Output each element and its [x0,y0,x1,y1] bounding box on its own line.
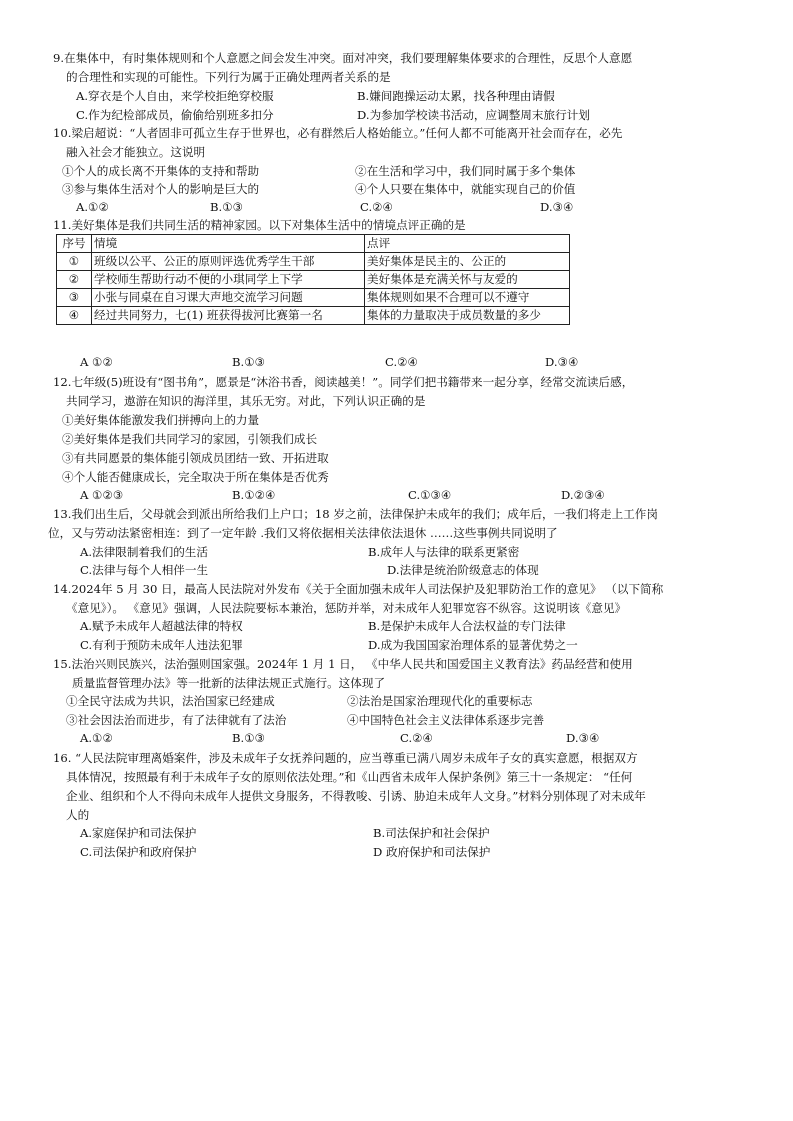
table-cell-number: ② [57,271,92,289]
q10-statement-1: ①个人的成长离不开集体的支持和帮助 [62,164,260,178]
table-cell-situation: 学校师生帮助行动不便的小琪同学上下学 [92,271,365,289]
table-cell-comment: 美好集体是民主的、公正的 [365,253,570,271]
table-header-situation: 情境 [92,235,365,253]
q10-option-b: B.①③ [210,200,243,214]
q16-option-a: A.家庭保护和司法保护 [80,826,197,840]
q14-option-c: C.有利于预防未成年人违法犯罪 [80,638,243,652]
q16-option-c: C.司法保护和政府保护 [80,845,197,859]
q10-option-d: D.③④ [540,200,574,214]
q11-stem: 11.美好集体是我们共同生活的精神家园。以下对集体生活中的情境点评正确的是 [53,218,466,232]
q15-statement-2: ②法治是国家治理现代化的重要标志 [347,694,533,708]
table-cell-number: ③ [57,289,92,307]
q10-option-a: A.①② [76,200,109,214]
q13-option-c: C.法律与每个人相伴一生 [80,563,209,577]
q10-stem-line2: 融入社会才能独立。这说明 [66,145,206,159]
q12-option-c: C.①③④ [408,488,452,502]
table-cell-comment: 美好集体是充满关怀与友爱的 [365,271,570,289]
q16-stem-line4: 人的 [66,808,90,822]
q16-option-b: B.司法保护和社会保护 [373,826,490,840]
q14-option-b: B.是保护未成年人合法权益的专门法律 [368,619,566,633]
table-cell-number: ④ [57,307,92,325]
q11-option-d: D.③④ [545,355,579,369]
q9-option-c: C.作为纪检部成员，偷偷给别班多扣分 [76,108,274,122]
table-header-comment: 点评 [365,235,570,253]
q15-option-b: B.①③ [232,731,265,745]
table-row [57,253,570,271]
q10-stem-line1: 10.梁启超说：“人者固非可孤立生存于世界也，必有群然后人格始能立。”任何人都不可能离开社会而存在，必先 [53,126,623,140]
q13-option-a: A.法律限制着我们的生活 [80,545,208,559]
q14-option-a: A.赋予未成年人超越法律的特权 [80,619,243,633]
table-cell-situation: 小张与同桌在自习课大声地交流学习问题 [92,289,365,307]
q11-option-c: C.②④ [385,355,418,369]
q9-stem-line2: 的合理性和实现的可能性。下列行为属于正确处理两者关系的是 [66,70,391,84]
table-cell-situation: 班级以公平、公正的原则评选优秀学生干部 [92,253,365,271]
q12-statement-2: ②美好集体是我们共同学习的家园，引领我们成长 [62,432,318,446]
q11-option-b: B.①③ [232,355,265,369]
table-cell-number: ① [57,253,92,271]
q10-statement-2: ②在生活和学习中，我们同时属于多个集体 [355,164,576,178]
q15-option-c: C.②④ [400,731,433,745]
table-header-row [57,235,570,253]
table-cell-comment: 集体规则如果不合理可以不遵守 [365,289,570,307]
q13-stem-line2: 位，又与劳动法紧密相连：到了一定年龄 .我们又将依据相关法律依法退休 ……这些事例共同说明了 [48,526,558,540]
q11-option-a: A ①② [80,355,113,369]
table-cell-comment: 集体的力量取决于成员数量的多少 [365,307,570,325]
q15-option-d: D.③④ [566,731,600,745]
q14-stem-line1: 14.2024年 5 月 30 日，最高人民法院对外发布《关于全面加强未成年人司法保护及犯罪防治工作的意见》 （以下简称 [53,582,664,596]
table-row [57,271,570,289]
q13-option-d: D.法律是统治阶级意志的体现 [387,563,539,577]
q16-option-d: D 政府保护和司法保护 [373,845,491,859]
q14-option-d: D.成为我国国家治理体系的显著优势之一 [368,638,578,652]
q12-option-d: D.②③④ [561,488,605,502]
q15-stem-line2: 质量监督管理办法》等一批新的法律法规正式施行。这体现了 [72,676,386,690]
q12-option-b: B.①②④ [232,488,276,502]
q10-statement-4: ④个人只要在集体中，就能实现自己的价值 [355,182,576,196]
q13-stem-line1: 13.我们出生后，父母就会到派出所给我们上户口；18 岁之前，法律保护未成年的我们；成年后，一我们将走上工作岗 [53,507,658,521]
q12-stem-line2: 共同学习，遨游在知识的海洋里，其乐无穷。对此，下列认识正确的是 [66,394,426,408]
q15-stem-line1: 15.法治兴则民族兴，法治强则国家强。2024年 1 月 1 日， 《中华人民共和国爱国主义教育法》药品经营和使用 [53,657,633,671]
q12-statement-4: ④个人能否健康成长，完全取决于所在集体是否优秀 [62,470,329,484]
q15-statement-3: ③社会因法治而进步，有了法律就有了法治 [66,713,287,727]
q16-stem-line2: 具体情况，按照最有利于未成年子女的原则依法处理。”和《山西省未成年人保护条例》第三十一条规定： “任何 [66,770,633,784]
q11-situation-table [56,234,570,325]
q12-option-a: A ①②③ [80,488,124,502]
table-row [57,289,570,307]
q12-statement-1: ①美好集体能激发我们拼搏向上的力量 [62,413,260,427]
table-header-number: 序号 [57,235,92,253]
q14-stem-line2: 《意见》）。 《意见》强调，人民法院要标本兼治，惩防并举，对未成年人犯罪宽容不纵容。这说明该《意见》 [66,601,627,615]
q12-stem-line1: 12.七年级(5)班设有“图书角”，愿景是“沐浴书香，阅读越美！”。同学们把书籍带来一起分享，经常交流读后感， [53,375,634,389]
q9-option-b: B.嫌间跑操运动太累，找各种理由请假 [357,89,555,103]
q16-stem-line1: 16. “人民法院审理离婚案件，涉及未成年子女抚养问题的，应当尊重已满八周岁未成年子女的真实意愿，根据双方 [53,751,638,765]
table-row [57,307,570,325]
q15-statement-1: ①全民守法成为共识，法治国家已经建成 [66,694,275,708]
q16-stem-line3: 企业、组织和个人不得向未成年人提供文身服务，不得教唆、引诱、胁迫未成年人文身。”材料分别体现了对未成年 [66,789,646,803]
q9-option-a: A.穿衣是个人自由，来学校拒绝穿校服 [76,89,274,103]
q15-option-a: A.①② [80,731,113,745]
table-cell-situation: 经过共同努力，七(1) 班获得拔河比赛第一名 [92,307,365,325]
q9-stem-line1: 9.在集体中，有时集体规则和个人意愿之间会发生冲突。面对冲突，我们要理解集体要求的合理性，反思个人意愿 [53,51,633,65]
q12-statement-3: ③有共同愿景的集体能引领成员团结一致、开拓进取 [62,451,329,465]
q9-option-d: D.为参加学校读书活动，应调整周末旅行计划 [357,108,590,122]
q10-statement-3: ③参与集体生活对个人的影响是巨大的 [62,182,260,196]
q10-option-c: C.②④ [360,200,393,214]
q15-statement-4: ④中国特色社会主义法律体系逐步完善 [347,713,545,727]
q13-option-b: B.成年人与法律的联系更紧密 [368,545,520,559]
